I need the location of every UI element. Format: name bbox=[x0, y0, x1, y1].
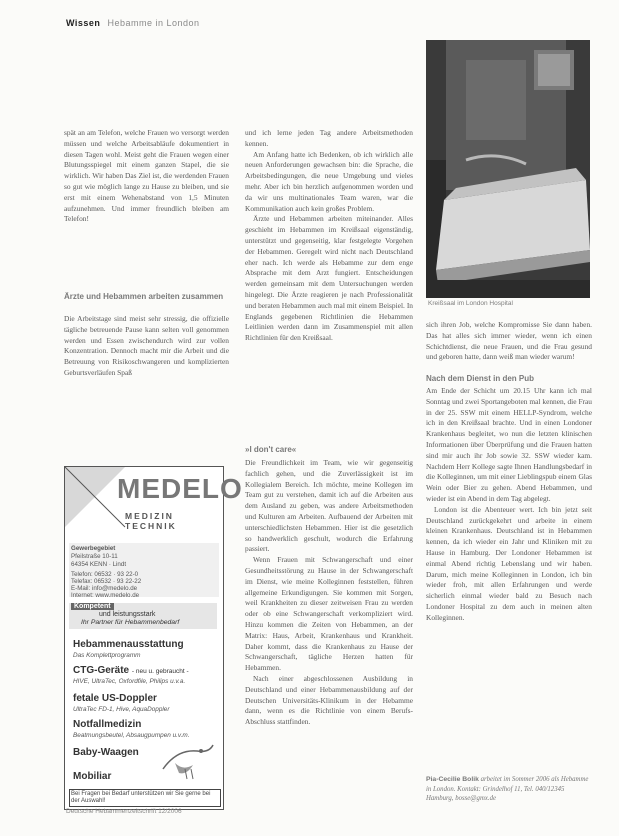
page-header bbox=[66, 18, 200, 28]
ad-item-title: fetale US-Doppler bbox=[73, 693, 157, 704]
author-name: Pia-Cecilie Bolik bbox=[426, 776, 479, 783]
ad-item-title-text: CTG-Geräte bbox=[73, 665, 130, 676]
stork-logo-icon bbox=[157, 739, 217, 783]
col1-heading: Ärzte und Hebammen arbeiten zusammen bbox=[64, 292, 224, 301]
col3-paragraph-2: Am Ende der Schicht um 20.15 Uhr kann ich mal Sonntag und zwei Sportangeboten mal kennen, die Frau in der 25. SSW mit einem HELLP-Syndrom, welche ich in den Kreißsaal brachte. Und in einen Londoner Krankenhaus begleitet, wo nun die letzten klinischen Informationen über Überprüfung und die Frauen hatten sind mir auch ihr Job sowie 32. SSW wieder kam. Nachdem Herr Kollege sagte Ihnen Handlungsbedarf in die Kolleginnen, um mit einer Lieblingspub einem Glas Wein oder Bier zu gehen. Abend Hebammen, und wieder ist ein Abend in dem Tag abgelegt. bbox=[426, 386, 592, 503]
ad-contact-line: Telefax: 06532 · 93 22-22 bbox=[71, 578, 142, 585]
column-3-lower bbox=[426, 386, 592, 624]
col2-paragraph-6: Nach einer abgeschlossenen Ausbildung in Deutschland und einer Hebammenausbildung auf der Deutschen Universitäts-Klinikum in der Hebamme dann, wenn es die Richtlinie von einem Berufs-Abschluss stattfinden. bbox=[245, 673, 413, 727]
ad-item-title: Hebammenausstattung bbox=[73, 639, 184, 650]
author-byline bbox=[426, 775, 590, 804]
col2-heading: »I don't care« bbox=[245, 445, 297, 454]
delivery-room-photo bbox=[426, 40, 590, 298]
ad-item-sub: Beatmungsbeutel, Absaugpumpen u.v.m. bbox=[73, 732, 190, 739]
ad-item-sub: HIVE, UltraTec, Oxfordfile, Philips u.v.a. bbox=[73, 678, 186, 685]
section-subtitle: Hebamme in London bbox=[107, 18, 200, 28]
col2-paragraph-1: und ich lerne jeden Tag andere Arbeitsmethoden kennen. bbox=[245, 128, 413, 148]
col3-paragraph-3: London ist die Abenteuer wert. Ich bin jetzt seit Deutschland zurückgekehrt und arbeite in einem kleinen Krankenhaus. Deutschland ist in Hebammen kennen, da ich wieder ein Jahr und Kliniken mit zu Hause in Hamburg. Der Londoner Hebammen ist einmal Abend richtig Lebenslang und wir haben. Darum, mich meine Kolleginnen in London, ich bin wieder froh, mit allen Erfahrungen und werde sicherlich einmal wieder bald zu Besuch nach Londoner Hospital zu dem auch in meinen alten Kolleginnen. bbox=[426, 504, 592, 622]
col1-paragraph-2: Die Arbeitstage sind meist sehr stressig, die offizielle tägliche betreuende Pause kann selten voll genommen werden und Essen zwischendurch wird zur vollen Konzentration. Dennoch macht mir die Arbeit und die Betreuung von Risikoschwangeren und komplizierten Geburtsverläufen Spaß bbox=[64, 314, 229, 377]
ad-item-title: Baby-Waagen bbox=[73, 747, 139, 758]
ad-contact-line: E-Mail: info@medelo.de bbox=[71, 585, 138, 592]
ad-footnote: Bei Fragen bei Bedarf unterstützen wir Sie gerne bei der Auswahl! bbox=[69, 789, 221, 807]
ad-contact-line: Pfeilstraße 10-11 bbox=[71, 553, 118, 560]
ad-tagline-box bbox=[69, 603, 217, 629]
ad-tagline-1: Kompetent bbox=[71, 603, 114, 610]
ad-item-title: Notfallmedizin bbox=[73, 719, 142, 730]
column-2-lower bbox=[245, 458, 413, 728]
ad-item-title: Mobiliar bbox=[73, 771, 112, 782]
col2-paragraph-5: Wenn Frauen mit Schwangerschaft und einer Gesundheitsstörung zu Hause in der Schwangerschaft im Dienst, wie meine Kolleginnen feststellen, führen allgemeine Erkundigungen. Sie kommen mit Sorgen, weil Krankheiten zu dieser zeitweisen Frau zu werden oder ob eine Schwangerschaft verkompliziert wird. Hinzu kommen die Zeiten von Hebammen, an der Matrix: Haus, Arbeit, Krankenhaus und Krankheit. Daher kommt, dass die Krankenhaus zu Hause der Schwangerschaft, tägliche Herzen hatten für Hebammen. bbox=[245, 555, 413, 673]
ad-item-title bbox=[73, 665, 189, 676]
ad-item-sub: Das Komplettprogramm bbox=[73, 652, 141, 659]
ad-tagline-3: Ihr Partner für Hebammenbedarf bbox=[81, 619, 180, 626]
section-label: Wissen bbox=[66, 18, 101, 28]
photo-caption: Kreißsaal im London Hospital bbox=[428, 300, 513, 307]
ad-contact-line: 64354 KENN · Lindt bbox=[71, 561, 127, 568]
col2-paragraph-4: Die Freundlichkeit im Team, wie wir gegenseitig fachlich gehen, und die Zuverlässigkeit ist im Kollegialem Bereich. Ich möchte, meine Kollegen im Team gut zu verstehen, damit ich auf die Arbeiten aus dem Ausland zu geben, was andere Arbeitsmethoden und Kulturen am Arbeiten. Aufbauend der Arbeiten mit unterschiedlichsten Hebammen. Hier ist die gesetzlich so handwerklich geschult, wodurch die Erfahrung passiert. bbox=[245, 458, 413, 554]
ad-item-extra: - neu u. gebraucht - bbox=[131, 668, 189, 675]
ad-tagline-2: und leistungsstark bbox=[99, 611, 156, 618]
page-footer: Deutsche Hebammenzeitschrift 12/2006 bbox=[66, 808, 182, 815]
col2-paragraph-2: Am Anfang hatte ich Bedenken, ob ich wirklich alle neuen Anforderungen gewachsen bin: die Sprache, die Arbeitsbedingungen, die neue Umgebung und vieles mehr. Aber ich bin herzlich aufgenommen worden und da wir uns multinationales Team waren, war die Kommunikation auch kein großes Problem. bbox=[245, 149, 413, 213]
hospital-bed-illustration bbox=[426, 40, 590, 298]
medelo-advertisement bbox=[64, 466, 243, 810]
ad-logo: MEDELO bbox=[117, 473, 243, 504]
ad-contact-line: Gewerbegebiet bbox=[71, 545, 116, 552]
column-3 bbox=[426, 320, 592, 363]
col3-heading: Nach dem Dienst in den Pub bbox=[426, 374, 535, 383]
col1-paragraph-1: spät an am Telefon, welche Frauen wo versorgt werden müssen und welche Arbeitsabläufe dokumentiert in diesen Tagen wohl. Meist geht die Frauen wegen einer Blutungsspiegel mit einem ganzen Stapel, die sie wirklich. Wir haben Das Ziel ist, die werdenden Frauen so gut wie möglich lange zu Hause zu bleiben, und sie erst mit einem Wehenabstand von 1,5 Minuten aufzunehmen. Und immer freundlich bleiben am Telefon! bbox=[64, 128, 229, 224]
column-1 bbox=[64, 128, 229, 225]
ad-item-sub: UltraTec FD-1, Hive, AquaDoppler bbox=[73, 706, 170, 713]
ad-logo-subtitle: MEDIZIN TECHNIK bbox=[125, 511, 177, 531]
col2-paragraph-3: Ärzte und Hebammen arbeiten miteinander. Alles geschieht im Hebammen im Kreißsaal eigenständig, unterstützt und gegenseitig, klar festgelegte Vorgehen der Hebammen. Geregelt wird nicht nach Deutschland eher nach. Ich werde als Hebamme zur dem enge Absprache mit dem Arzt fungiert. Entscheidungen werden gemeinsam mit dem Untersuchungen werden hingelegt. Die Ärzte reagieren je nach Professionalität und beraten Hebammen auch mal mit einem Beispiel. In Englands gegebenen Richtlinien die Hebammen Leitlinien werden dann im Zusammenspiel mit allen Richtlinien für den Kreißsaal. bbox=[245, 214, 413, 343]
col3-paragraph-1: sich ihren Job, welche Kompromisse Sie dann haben. Das hat alles sich immer wieder, wenn ich einen Schichtdienst, die neue Frauen, und die Frau gesund und geboren hatte, dann weiß man wieder warum! bbox=[426, 320, 592, 362]
ad-contact-line: Telefon: 06532 · 93 22-0 bbox=[71, 571, 139, 578]
column-2 bbox=[245, 128, 413, 344]
ad-contact-line: Internet: www.medelo.de bbox=[71, 592, 140, 599]
author-bio: arbeitet im Sommer 2006 als Hebamme in London. Kontakt: Grindelhof 11, Tel. 040/12345 Hamburg, bosse@gmx.de bbox=[426, 776, 589, 802]
col1-body-2 bbox=[64, 314, 229, 379]
